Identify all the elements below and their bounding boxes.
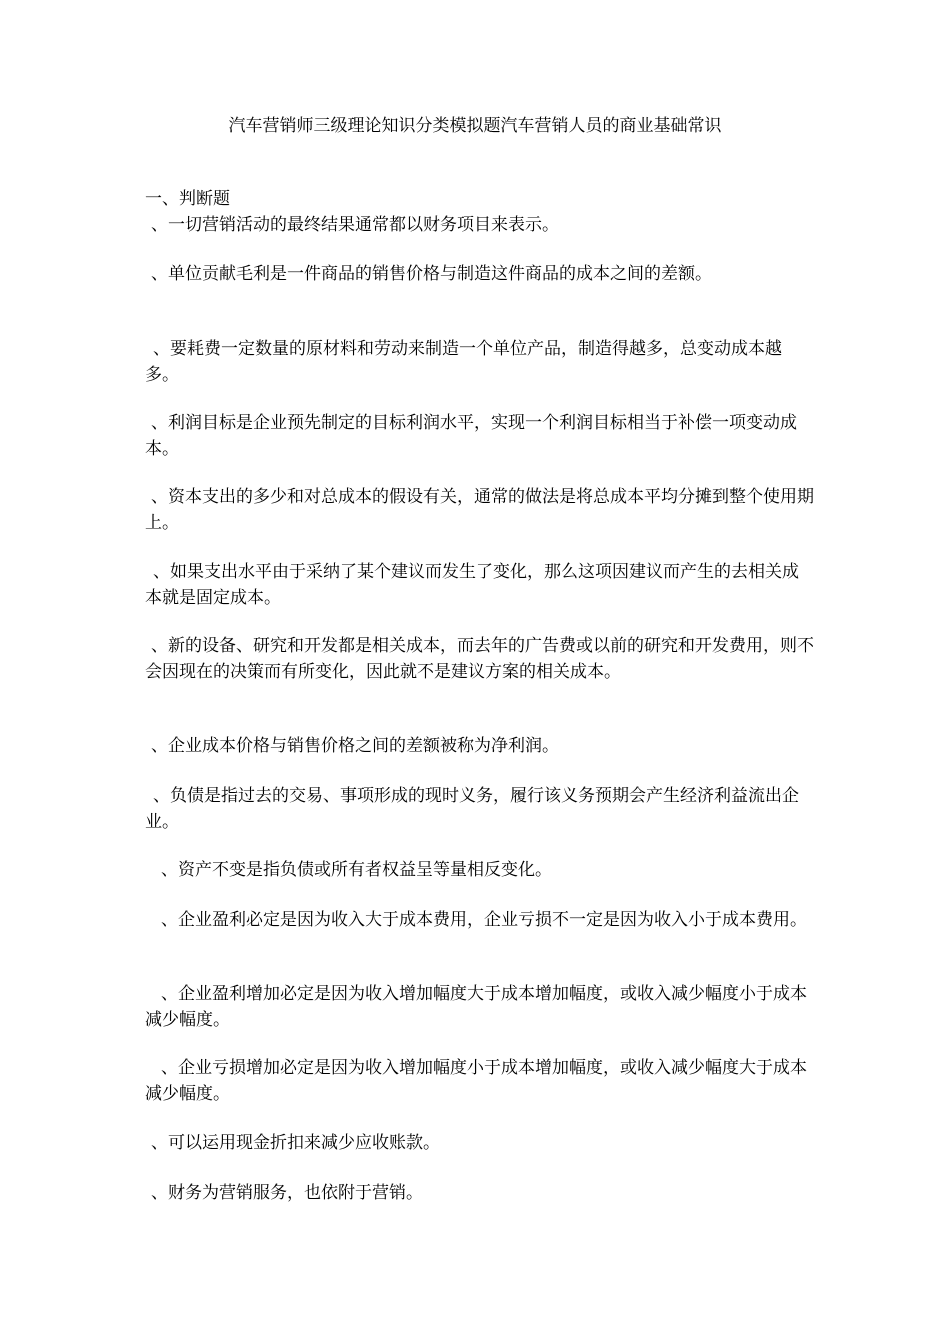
question-item: 、单位贡献毛利是一件商品的销售价格与制造这件商品的成本之间的差额。: [151, 264, 712, 284]
question-item: 、资产不变是指负债或所有者权益呈等量相反变化。: [161, 860, 552, 880]
section-heading: 一、判断题: [145, 189, 230, 209]
question-item: 、资本支出的多少和对总成本的假设有关，通常的做法是将总成本平均分摊到整个使用期上。: [145, 487, 814, 533]
question-item: 、负债是指过去的交易、事项形成的现时义务，履行该义务预期会产生经济利益流出企业。: [145, 786, 799, 832]
question-item: 、企业亏损增加必定是因为收入增加幅度小于成本增加幅度，或收入减少幅度大于成本减少幅度。: [145, 1058, 807, 1104]
question-item: 、企业盈利必定是因为收入大于成本费用，企业亏损不一定是因为收入小于成本费用。: [161, 910, 807, 930]
question-item: 、企业成本价格与销售价格之间的差额被称为净利润。: [151, 736, 559, 756]
question-item: 、一切营销活动的最终结果通常都以财务项目来表示。: [151, 215, 559, 235]
document-title: 汽车营销师三级理论知识分类模拟题汽车营销人员的商业基础常识: [228, 116, 722, 136]
question-item: 、如果支出水平由于采纳了某个建议而发生了变化，那么这项因建议而产生的去相关成本就是固定成本。: [145, 562, 799, 608]
question-item: 、利润目标是企业预先制定的目标利润水平，实现一个利润目标相当于补偿一项变动成本。: [145, 413, 797, 459]
question-item: 、可以运用现金折扣来减少应收账款。: [151, 1133, 440, 1153]
question-item: 、财务为营销服务，也依附于营销。: [151, 1183, 423, 1203]
question-item: 、企业盈利增加必定是因为收入增加幅度大于成本增加幅度，或收入减少幅度小于成本减少幅度。: [145, 984, 807, 1030]
question-item: 、要耗费一定数量的原材料和劳动来制造一个单位产品，制造得越多，总变动成本越多。: [145, 339, 782, 385]
question-item: 、新的设备、研究和开发都是相关成本，而去年的广告费或以前的研究和开发费用，则不会因现在的决策而有所变化，因此就不是建议方案的相关成本。: [145, 636, 814, 682]
